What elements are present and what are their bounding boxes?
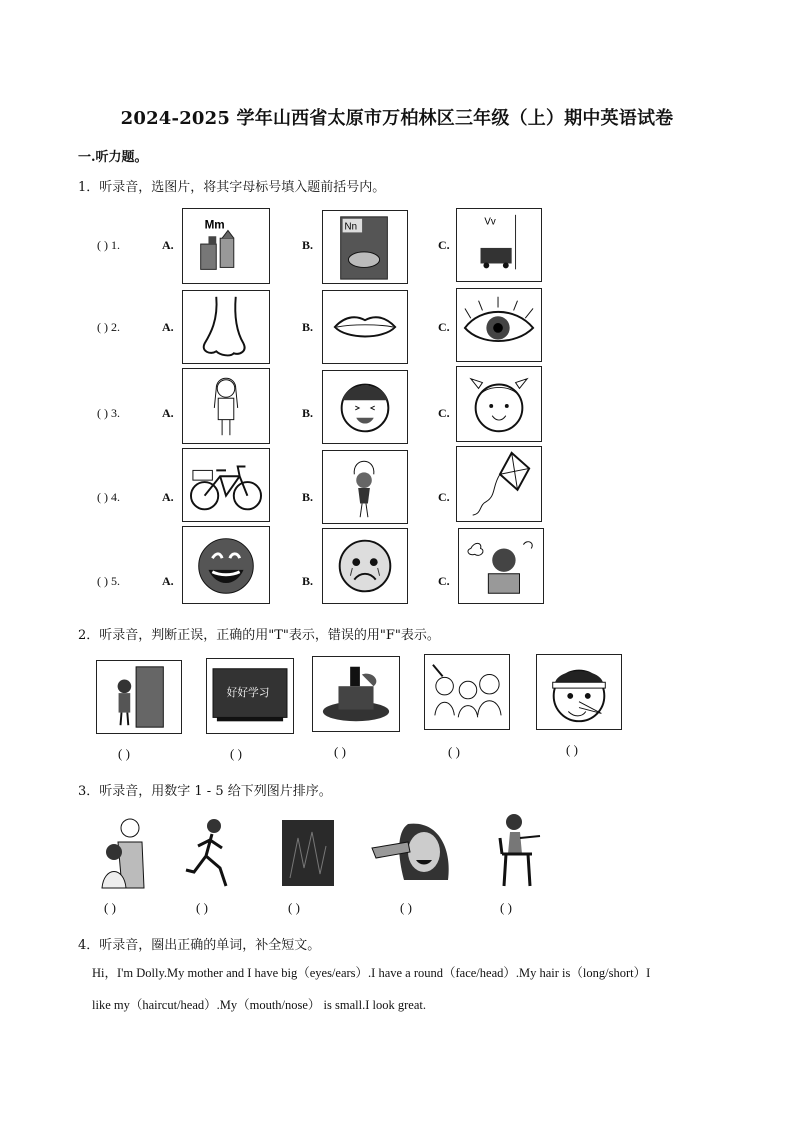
q1-instruction: 1．听录音，选图片，将其字母标号填入题前括号内。 [78, 180, 386, 195]
letter-card-mm-icon [182, 208, 270, 284]
q3-answer-paren-3[interactable]: ( ) [288, 900, 300, 915]
option-b-label: B. [302, 490, 314, 504]
boy-on-chair-icon [492, 808, 548, 890]
boy-at-door-icon [96, 660, 182, 734]
eye-icon [456, 288, 542, 362]
letter-card-mm-text: Mm [204, 218, 225, 232]
q2-answer-paren-2[interactable]: ( ) [230, 746, 242, 761]
option-c-label: C. [438, 490, 450, 504]
section-heading-listening: 一.听力题。 [78, 150, 148, 165]
bike-icon [182, 448, 270, 522]
dark-scene-icon [280, 818, 336, 888]
q1-row2-label: ( ) 2. [97, 320, 120, 334]
girl-face-icon [456, 366, 542, 442]
happy-face-icon [182, 526, 270, 604]
option-c-label: C. [438, 574, 450, 588]
option-a-label: A. [162, 574, 174, 588]
q1-row3-label: ( ) 3. [97, 406, 120, 420]
q4-passage-line-1: Hi，I'm Dolly.My mother and I have big（eyes/ears）.I have a round（face/head）.My hair is（long/short）I [92, 966, 651, 980]
balloon-girl-icon [322, 450, 408, 524]
letter-card-nn-text: Nn [344, 221, 358, 233]
cake-icon [312, 656, 400, 732]
grandpa-and-child-icon [94, 812, 152, 894]
option-c-label: C. [438, 406, 450, 420]
option-a-label: A. [162, 406, 174, 420]
q1-row4-label: ( ) 4. [97, 490, 120, 504]
q4-passage-line-2: like my（haircut/head）.My（mouth/nose） is small.I look great. [92, 998, 426, 1012]
laughing-girl-icon [368, 818, 458, 884]
kite-icon [456, 446, 542, 522]
q2-instruction: 2．听录音，判断正误，正确的用"T"表示，错误的用"F"表示。 [78, 628, 440, 643]
q3-answer-paren-1[interactable]: ( ) [104, 900, 116, 915]
family-icon [424, 654, 510, 730]
q3-answer-paren-4[interactable]: ( ) [400, 900, 412, 915]
q1-row5-label: ( ) 5. [97, 574, 120, 588]
q2-answer-paren-1[interactable]: ( ) [118, 746, 130, 761]
q2-answer-paren-3[interactable]: ( ) [334, 744, 346, 759]
q1-row1-label: ( ) 1. [97, 238, 120, 252]
option-c-label: C. [438, 320, 450, 334]
q2-answer-paren-5[interactable]: ( ) [566, 742, 578, 757]
boy-face-icon [322, 370, 408, 444]
q3-answer-paren-2[interactable]: ( ) [196, 900, 208, 915]
sad-face-icon [322, 528, 408, 604]
option-c-label: C. [438, 238, 450, 252]
q2-answer-paren-4[interactable]: ( ) [448, 744, 460, 759]
q4-instruction: 4．听录音，圈出正确的单词，补全短文。 [78, 938, 321, 953]
q3-instruction: 3．听录音，用数字 1 - 5 给下列图片排序。 [78, 784, 332, 799]
clown-face-icon [536, 654, 622, 730]
page-title: 2024-2025 学年山西省太原市万柏林区三年级（上）期中英语试卷 [120, 108, 674, 129]
nose-icon [182, 290, 270, 364]
letter-card-nn-icon [322, 210, 408, 284]
blackboard-icon [206, 658, 294, 734]
option-a-label: A. [162, 490, 174, 504]
blackboard-text: 好好学习 [226, 686, 270, 699]
letter-card-vv-text: Vv [484, 216, 496, 228]
running-girl-icon [180, 812, 236, 894]
mouth-icon [322, 290, 408, 364]
option-a-label: A. [162, 238, 174, 252]
angry-child-icon [458, 528, 544, 604]
option-b-label: B. [302, 406, 314, 420]
option-b-label: B. [302, 320, 314, 334]
option-a-label: A. [162, 320, 174, 334]
girl-icon [182, 368, 270, 444]
q3-answer-paren-5[interactable]: ( ) [500, 900, 512, 915]
option-b-label: B. [302, 574, 314, 588]
option-b-label: B. [302, 238, 314, 252]
letter-card-vv-icon [456, 208, 542, 282]
